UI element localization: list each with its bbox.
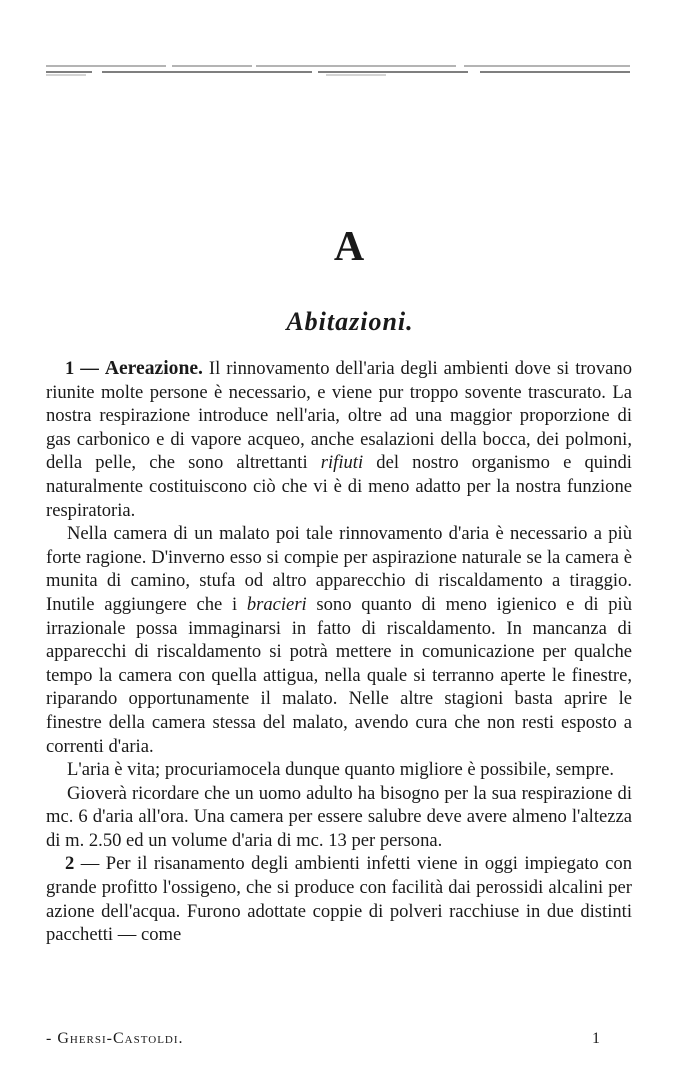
paragraph-text: del nostro organismo e quindi naturalmente costituiscono ciò che vi è di meno adatto per la nostra funzione respiratoria. — [46, 452, 632, 521]
paragraph — [46, 758, 632, 782]
paragraph — [46, 522, 632, 758]
paragraph — [46, 852, 632, 946]
body-text — [46, 357, 632, 947]
emphasis: rifiuti — [320, 452, 364, 474]
section-letter: A — [333, 224, 367, 270]
emphasis: bracieri — [246, 593, 307, 615]
paragraph — [46, 782, 632, 853]
paragraph-heading: Aereazione. — [104, 358, 203, 379]
paragraph-number: 2 — [65, 853, 75, 875]
paragraph-text: Nella camera di un malato poi tale rinnovamento d'aria è necessario a più forte ragione. D'inverno esso si compie per aspirazione naturale se la camera è munita di camino, stufa od altro apparecchio di riscaldamento a tiraggio. Inutile aggiungere che i — [46, 523, 632, 615]
paragraph-text: Gioverà ricordare che un uomo adulto ha bisogno per la sua respirazione di mc. 6 d'aria all'ora. Una camera per essere salubre deve avere almeno l'altezza di m. 2.50 ed un volume d'aria di mc. 13 per persona. — [46, 782, 632, 851]
chapter-title: Abitazioni. — [286, 307, 414, 336]
signature-mark: 1 — [592, 1030, 600, 1047]
paragraph-number: 1 — — [65, 358, 99, 379]
paragraph-text: sono quanto di meno igienico e di più irrazionale possa immaginarsi in fatto di riscaldamento. In mancanza di apparecchi di riscaldamento si potrà mettere in comunicazione per qualche tempo la camera con quella attigua, nella quale si terranno aperte le finestre, riparando opportunamente il malato. Nelle altre stagioni basta aprire le finestre della camera stessa del malato, avendo cura che non resti esposto a correnti d'aria. — [46, 593, 632, 757]
paragraph-text: — Per il risanamento degli ambienti infetti viene in oggi impiegato con grande profitto l'ossigeno, che si produce con facilità dai perossidi alcalini per azione dell'acqua. Furono adottate coppie di polveri racchiuse in due distinti pacchetti — come — [46, 853, 632, 946]
footer-author: - Ghersi-Castoldi. — [46, 1030, 184, 1048]
page-footer — [46, 1030, 600, 1048]
paragraph-text: L'aria è vita; procuriamocela dunque quanto migliore è possibile, sempre. — [67, 759, 615, 781]
paragraph-text: Il rinnovamento dell'aria degli ambienti dove si trovano riunite molte persone è necessario, e viene pur troppo sovente trascurato. La nostra respirazione introduce nell'aria, oltre ad una maggior proporzione di gas carbonico e di vapore acqueo, anche esalazioni della bocca, dei polmoni, della pelle, che sono altrettanti — [46, 358, 632, 474]
top-rule — [44, 62, 632, 78]
paragraph — [46, 357, 632, 522]
